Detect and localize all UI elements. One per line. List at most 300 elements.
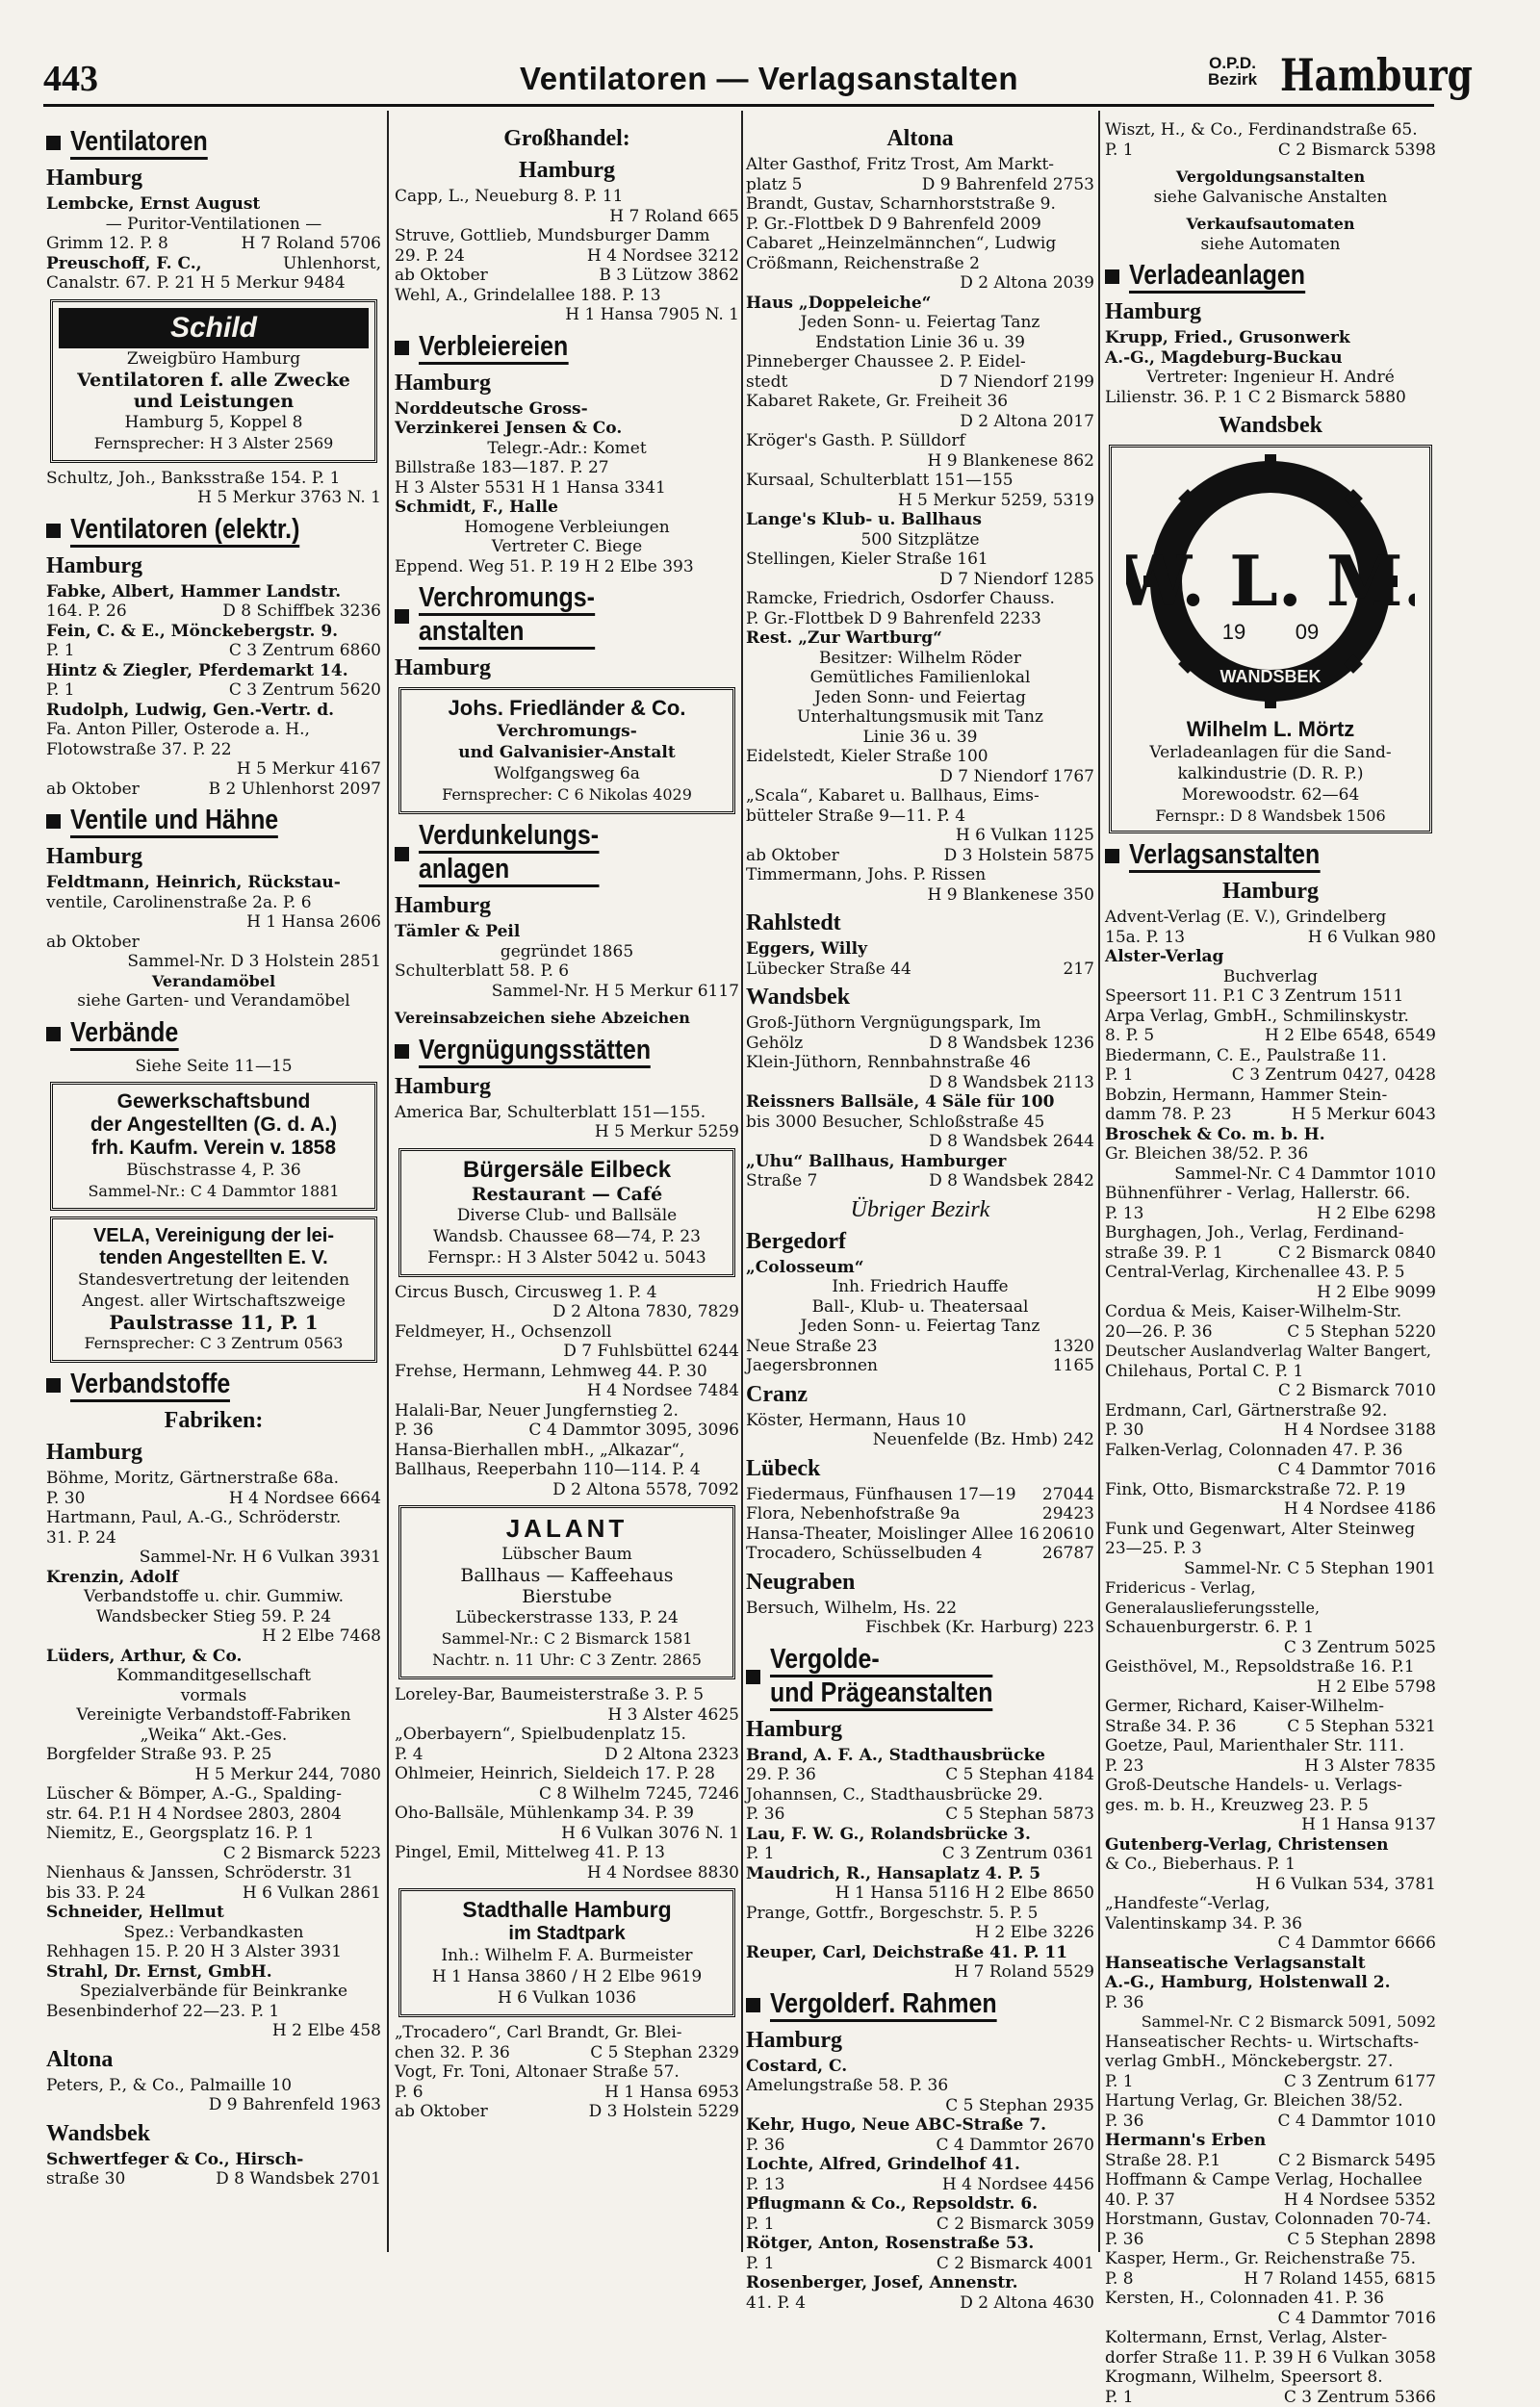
entry-row <box>746 1844 1094 1864</box>
entry-row <box>46 1883 381 1904</box>
entry-line: Kommanditgesellschaft <box>46 1666 381 1686</box>
entry-line: gegründet 1865 <box>395 942 739 962</box>
entry-phone: C 5 Stephan 2935 <box>746 2096 1094 2116</box>
entry-phone: H 9 Blankenese 350 <box>746 885 1094 906</box>
city-heading: Hamburg <box>46 166 381 192</box>
entry-row <box>395 1421 739 1441</box>
entry-name: Tämler & Peil <box>395 922 739 942</box>
entry-line: 23—25. P. 3 <box>1105 1539 1436 1559</box>
entry-line: vormals <box>46 1686 381 1706</box>
entry-line: Amelungstraße 58. P. 36 <box>746 2076 1094 2096</box>
entry-phone: C 2 Bismarck 4001 <box>937 2254 1094 2274</box>
entry-row <box>395 266 739 286</box>
section-heading <box>1105 839 1436 873</box>
ad-phone: Nachtr. n. 11 Uhr: C 3 Zentr. 2865 <box>407 1650 727 1671</box>
entry-phone: H 2 Elbe 6548, 6549 <box>1265 1026 1436 1046</box>
entry-phone: H 3 Alster 4625 <box>395 1705 739 1726</box>
entry-line: Canalstr. 67. P. 21 H 5 Merkur 9484 <box>46 273 381 294</box>
entry-line: Chilehaus, Portal C. P. 1 <box>1105 1362 1436 1382</box>
entry-line: Ballhaus, Reeperbahn 110—114. P. 4 <box>395 1460 739 1480</box>
entry-line: P. 30 <box>1105 1421 1143 1441</box>
ad-line: und Leistungen <box>59 391 369 412</box>
entry-name: Lau, F. W. G., Rolandsbrücke 3. <box>746 1825 1094 1845</box>
entry-line: verlag GmbH., Mönckebergstr. 27. <box>1105 2052 1436 2072</box>
bullet-square-icon <box>395 847 409 861</box>
entry-phone: D 8 Wandsbek 2842 <box>929 1171 1094 1191</box>
entry-name: Lüders, Arthur, & Co. <box>46 1647 381 1667</box>
entry-phone: D 8 Wandsbek 2113 <box>746 1073 1094 1093</box>
entry-line: Vertreter C. Biege <box>395 537 739 557</box>
entry-line: Loreley-Bar, Baumeisterstraße 3. P. 5 <box>395 1685 739 1705</box>
ad-line: frh. Kaufm. Verein v. 1858 <box>59 1137 369 1160</box>
section-title: Vergnügungsstätten <box>419 1035 651 1068</box>
entry-name: A.-G., Magdeburg-Buckau <box>1105 348 1436 369</box>
city-heading: Hamburg <box>1105 299 1436 325</box>
entry-line: „Scala“, Kabaret u. Ballhaus, Eims- <box>746 786 1094 807</box>
section-title: Verbandstoffe <box>70 1369 230 1402</box>
entry-phone: H 1 Hansa 5116 H 2 Elbe 8650 <box>746 1883 1094 1904</box>
entry-row <box>46 2169 381 2189</box>
entry-line: „Weika“ Akt.-Ges. <box>46 1726 381 1746</box>
ad-line: im Stadtpark <box>407 1923 727 1945</box>
entry-line: P. 36 <box>1105 1993 1436 2013</box>
bullet-square-icon <box>46 814 61 829</box>
entry-phone: H 5 Merkur 6043 <box>1292 1105 1436 1125</box>
entry-phone: D 8 Schiffbek 3236 <box>222 602 381 622</box>
entry-row <box>1105 2348 1436 2369</box>
entry-line: Falken-Verlag, Colonnaden 47. P. 36 <box>1105 1441 1436 1461</box>
entry-phone: C 4 Dammtor 7016 <box>1105 2309 1436 2329</box>
entry-phone: D 8 Wandsbek 1236 <box>929 1034 1094 1054</box>
entry-line: Vertreter: Ingenieur H. André <box>1105 368 1436 388</box>
entry-name: Krenzin, Adolf <box>46 1568 381 1588</box>
entry-line: Nienhaus & Janssen, Schröderstr. 31 <box>46 1863 381 1883</box>
bullet-square-icon <box>395 341 409 355</box>
entry-line: Bersuch, Wilhelm, Hs. 22 <box>746 1599 1094 1619</box>
city-heading: Hamburg <box>46 553 381 579</box>
entry-line: Klein-Jüthorn, Rennbahnstraße 46 <box>746 1053 1094 1073</box>
entry-phone: D 7 Niendorf 1285 <box>746 570 1094 590</box>
entry-line: 41. P. 4 <box>746 2293 806 2314</box>
entry-line: dorfer Straße 11. P. 39 <box>1105 2348 1294 2369</box>
entry-phone: C 2 Bismarck 7010 <box>1105 1381 1436 1401</box>
opd-line1: O.P.D. <box>1209 54 1256 72</box>
entry-name: Brand, A. F. A., Stadthausbrücke <box>746 1746 1094 1766</box>
entry-line: Jaegersbronnen <box>746 1356 878 1376</box>
page-number: 443 <box>43 58 98 100</box>
ad-line: Standesvertretung der leitenden <box>59 1269 369 1291</box>
entry-line: straße 39. P. 1 <box>1105 1243 1223 1264</box>
entry-line: Jeden Sonn- u. Feiertag Tanz <box>746 1317 1094 1337</box>
entry-line: Halali-Bar, Neuer Jungfernstieg 2. <box>395 1401 739 1421</box>
entry-row <box>746 1034 1094 1054</box>
entry-row <box>746 2254 1094 2274</box>
entry-line: Neue Straße 23 <box>746 1337 878 1357</box>
city-heading: Altona <box>746 126 1094 152</box>
entry-phone: C 2 Bismarck 5223 <box>46 1844 381 1864</box>
entry-line: Capp, L., Neueburg 8. P. 11 <box>395 187 739 207</box>
entry-line: Straße 7 <box>746 1171 817 1191</box>
entry-row <box>46 234 381 254</box>
entry-row <box>1105 1105 1436 1125</box>
entry-line: 31. P. 24 <box>46 1528 381 1549</box>
entry-line: Fiedermaus, Fünfhausen 17—19 <box>746 1485 1016 1505</box>
entry-row <box>1105 1204 1436 1224</box>
entry-phone: H 4 Nordsee 4456 <box>942 2175 1094 2195</box>
entry-row <box>1105 141 1436 161</box>
entry-line: — Puritor-Ventilationen — <box>46 215 381 235</box>
entry-line: P. 36 <box>746 1805 784 1825</box>
column-4 <box>1105 120 1436 2407</box>
entry-name: Broschek & Co. m. b. H. <box>1105 1125 1436 1145</box>
entry-phone: 27044 <box>1042 1485 1094 1505</box>
logo-ring-text: WANDSBEK <box>1219 667 1321 686</box>
entry-name: Feldtmann, Heinrich, Rückstau- <box>46 873 381 893</box>
column-3 <box>746 120 1094 2313</box>
entry-line: damm 78. P. 23 <box>1105 1105 1232 1125</box>
entry-line: P. 1 <box>746 2215 775 2235</box>
entry-phone: 1165 <box>1053 1356 1094 1376</box>
entry-line: Unterhaltungsmusik mit Tanz <box>746 707 1094 728</box>
entry-phone: D 8 Wandsbek 2644 <box>746 1132 1094 1152</box>
header-city: Hamburg <box>1280 49 1473 101</box>
ad-phone: Fernsprecher: C 6 Nikolas 4029 <box>407 784 727 806</box>
entry-line: Telegr.-Adr.: Komet <box>395 439 739 459</box>
entry-line: Flora, Nebenhofstraße 9a <box>746 1504 960 1524</box>
entry-line: Prange, Gottfr., Borgeschstr. 5. P. 5 <box>746 1904 1094 1924</box>
entry-phone: H 1 Hansa 7905 N. 1 <box>395 305 739 325</box>
logo-year-part: 19 <box>1222 620 1245 644</box>
entry-name: Schneider, Hellmut <box>46 1903 381 1923</box>
ad-line: Paulstrasse 11, P. 1 <box>59 1312 369 1333</box>
entry-name: Costard, C. <box>746 2057 1094 2077</box>
entry-row <box>746 1356 1094 1376</box>
entry-phone: Sammel-Nr. C 4 Dammtor 1010 <box>1105 1165 1436 1185</box>
section-heading <box>746 1644 1094 1711</box>
section-heading <box>395 582 739 650</box>
entry-line: Funk und Gegenwart, Alter Steinweg <box>1105 1520 1436 1540</box>
bullet-square-icon <box>1105 269 1119 284</box>
city-heading: Rahlstedt <box>746 910 1094 936</box>
page-header <box>43 53 1434 111</box>
section-title: Verladeanlagen <box>1129 260 1305 294</box>
entry-row <box>1105 2112 1436 2132</box>
ad-line: Ventilatoren f. alle Zwecke <box>59 370 369 391</box>
entry-phone: H 6 Vulkan 3058 <box>1297 2348 1436 2369</box>
entry-line: P. 4 <box>395 1745 424 1765</box>
entry-line: Cabaret „Heinzelmännchen“, Ludwig <box>746 234 1094 254</box>
entry-phone: H 6 Vulkan 534, 3781 <box>1105 1875 1436 1895</box>
entry-line: Valentinskamp 34. P. 36 <box>1105 1914 1436 1934</box>
entry-line: P. 13 <box>1105 1204 1143 1224</box>
entry-phone: D 2 Altona 2323 <box>604 1745 739 1765</box>
entry-name: Hanseatische Verlagsanstalt <box>1105 1954 1436 1974</box>
entry-phone: D 2 Altona 4630 <box>960 2293 1094 2314</box>
entry-name: Norddeutsche Gross- <box>395 399 739 420</box>
entry-line: ab Oktober <box>395 266 488 286</box>
entry-phone: D 7 Niendorf 2199 <box>939 372 1094 393</box>
entry-row <box>1105 1026 1436 1046</box>
entry-line: Ohlmeier, Heinrich, Sieldeich 17. P. 28 <box>395 1764 739 1784</box>
city-heading: Hamburg <box>395 371 739 397</box>
entry-line: Central-Verlag, Kirchenallee 43. P. 5 <box>1105 1263 1436 1283</box>
entry-line: Gr. Bleichen 38/52. P. 36 <box>1105 1144 1436 1165</box>
entry-line: Wehl, A., Grindelallee 188. P. 13 <box>395 286 739 306</box>
entry-row <box>1105 1717 1436 1737</box>
entry-line: Geisthövel, M., Repsoldstraße 16. P.1 <box>1105 1657 1436 1677</box>
column-divider-2 <box>741 111 743 2252</box>
entry-line: Kasper, Herm., Gr. Reichenstraße 75. <box>1105 2249 1436 2269</box>
entry-line: Ramcke, Friedrich, Osdorfer Chauss. <box>746 589 1094 609</box>
entry-line: Linie 36 u. 39 <box>746 728 1094 748</box>
advertisement-stadthalle <box>398 1888 735 2017</box>
entry-line: P. Gr.-Flottbek D 9 Bahrenfeld 2009 <box>746 215 1094 235</box>
entry-line: Feldmeyer, H., Ochsenzoll <box>395 1322 739 1343</box>
logo-monogram: W. L. M. <box>1126 540 1415 622</box>
entry-line: P. 13 <box>746 2175 784 2195</box>
entry-line: Advent-Verlag (E. V.), Grindelberg <box>1105 908 1436 928</box>
bullet-square-icon <box>395 609 409 624</box>
subsection-heading: Fabriken: <box>46 1408 381 1434</box>
entry-row <box>1105 1421 1436 1441</box>
section-title: Verbleiereien <box>419 331 568 365</box>
entry-line: Kabaret Rakete, Gr. Freiheit 36 <box>746 392 1094 412</box>
entry-phone: B 2 Uhlenhorst 2097 <box>209 780 381 800</box>
entry-phone: C 5 Stephan 5220 <box>1287 1322 1436 1343</box>
entry-phone: 29423 <box>1042 1504 1094 1524</box>
ad-line: Johs. Friedländer & Co. <box>407 696 727 721</box>
entry-row <box>1105 2190 1436 2211</box>
entry-line: platz 5 <box>746 175 802 195</box>
ad-line: Gewerkschaftsbund <box>59 1090 369 1114</box>
entry-row <box>1105 1756 1436 1777</box>
advertisement-friedlaender <box>398 687 735 814</box>
entry-line: Cordua & Meis, Kaiser-Wilhelm-Str. <box>1105 1302 1436 1322</box>
entry-line: bis 3000 Besucher, Schloßstraße 45 <box>746 1113 1094 1133</box>
entry-row <box>746 1765 1094 1785</box>
entry-row <box>746 2136 1094 2156</box>
entry-line: Verbandstoffe u. chir. Gummiw. <box>46 1587 381 1607</box>
entry-phone: H 3 Alster 5531 H 1 Hansa 3341 <box>395 478 739 499</box>
entry-row <box>746 1805 1094 1825</box>
entry-line: Besenbinderhof 22—23. P. 1 <box>46 2002 381 2022</box>
entry-line: 164. P. 26 <box>46 602 127 622</box>
entry-line: Frehse, Hermann, Lehmweg 44. P. 30 <box>395 1362 739 1382</box>
section-title: Verlagsanstalten <box>1129 839 1320 873</box>
entry-line: Lüscher & Bömper, A.-G., Spalding- <box>46 1784 381 1805</box>
entry-phone: Sammel-Nr. H 6 Vulkan 3931 <box>46 1548 381 1568</box>
entry-line: P. 1 <box>46 680 75 701</box>
entry-row <box>395 2083 739 2103</box>
entry-line: 20—26. P. 36 <box>1105 1322 1213 1343</box>
entry-phone: H 2 Elbe 9099 <box>1105 1283 1436 1303</box>
entry-line: Uhlenhorst, <box>283 254 381 274</box>
entry-row <box>746 2175 1094 2195</box>
entry-line: P. 30 <box>46 1489 85 1509</box>
entry-phone: C 2 Bismarck 5398 <box>1278 141 1436 161</box>
entry-row <box>395 1745 739 1765</box>
entry-line: 40. P. 37 <box>1105 2190 1175 2211</box>
advertisement-buergersaele <box>398 1148 735 1277</box>
ad-line: Verchromungs- <box>407 721 727 742</box>
entry-phone: H 5 Merkur 5259 <box>395 1122 739 1142</box>
section-heading <box>395 331 739 365</box>
ad-line: Wilhelm L. Mörtz <box>1116 717 1425 742</box>
entry-name: Eggers, Willy <box>746 939 1094 960</box>
city-heading: Hamburg <box>395 1074 739 1100</box>
entry-name: A.-G., Hamburg, Holstenwall 2. <box>1105 1973 1436 1993</box>
section-heading <box>46 1017 381 1051</box>
section-heading <box>46 514 381 548</box>
entry-line: Goetze, Paul, Marienthaler Str. 111. <box>1105 1736 1436 1756</box>
entry-row <box>395 246 739 267</box>
entry-line: Kersten, H., Colonnaden 41. P. 36 <box>1105 2289 1436 2309</box>
entry-name: Lange's Klub- u. Ballhaus <box>746 510 1094 530</box>
entry-name: Reuper, Carl, Deichstraße 41. P. 11 <box>746 1943 1094 1963</box>
entry-phone: H 1 Hansa 6953 <box>604 2083 739 2103</box>
ad-line: Inh.: Wilhelm F. A. Burmeister <box>407 1945 727 1966</box>
entry-line: Grimm 12. P. 8 <box>46 234 168 254</box>
entry-line: Inh. Friedrich Hauffe <box>746 1277 1094 1297</box>
entry-phone: H 1 Hansa 2606 <box>46 912 381 933</box>
entry-line: Endstation Linie 36 u. 39 <box>746 333 1094 353</box>
ad-line: tenden Angestellten E. V. <box>59 1247 369 1269</box>
entry-line: bütteler Straße 9—11. P. 4 <box>746 807 1094 827</box>
column-divider-3 <box>1098 111 1100 2252</box>
entry-line: P. 1 <box>1105 141 1134 161</box>
entry-name: Verzinkerei Jensen & Co. <box>395 419 739 439</box>
entry-line: P. 23 <box>1105 1756 1143 1777</box>
entry-line: Böhme, Moritz, Gärtnerstraße 68a. <box>46 1469 381 1489</box>
entry-row <box>1105 2151 1436 2171</box>
entry-row <box>46 641 381 661</box>
column-2 <box>395 120 739 2122</box>
entry-line: chen 32. P. 36 <box>395 2043 510 2063</box>
entry-line: Ball-, Klub- u. Theatersaal <box>746 1297 1094 1318</box>
entry-line: Schulterblatt 58. P. 6 <box>395 961 739 982</box>
entry-phone: D 7 Fuhlsbüttel 6244 <box>395 1342 739 1362</box>
entry-line: Hanseatischer Rechts- u. Wirtschafts- <box>1105 2033 1436 2053</box>
subsection-heading: Übriger Bezirk <box>746 1197 1094 1223</box>
entry-line: ab Oktober <box>46 780 140 800</box>
entry-phone: D 9 Bahrenfeld 2753 <box>922 175 1094 195</box>
entry-line: Wandsbecker Stieg 59. P. 24 <box>46 1607 381 1627</box>
entry-phone: C 5 Stephan 5321 <box>1287 1717 1436 1737</box>
entry-phone: H 2 Elbe 6298 <box>1317 1204 1436 1224</box>
entry-line: 29. P. 24 <box>395 246 465 267</box>
entry-phone: D 7 Niendorf 1767 <box>746 767 1094 787</box>
entry-line: 500 Sitzplätze <box>746 530 1094 551</box>
entry-line: Straße 34. P. 36 <box>1105 1717 1236 1737</box>
logo-year-part: 09 <box>1296 620 1319 644</box>
city-heading: Altona <box>46 2047 381 2073</box>
entry-row <box>46 780 381 800</box>
entry-line: Köster, Hermann, Haus 10 <box>746 1411 1094 1431</box>
section-title: Vergolderf. Rahmen <box>770 1988 997 2022</box>
subsection-heading: Großhandel: <box>395 126 739 152</box>
bullet-square-icon <box>1105 849 1119 863</box>
header-rule <box>43 104 1434 107</box>
entry-line: straße 30 <box>46 2169 125 2189</box>
entry-name: Haus „Doppeleiche“ <box>746 294 1094 314</box>
bullet-square-icon <box>46 136 61 150</box>
entry-name: Rötger, Anton, Rosenstraße 53. <box>746 2234 1094 2254</box>
section-title: Ventilatoren <box>70 126 208 160</box>
entry-phone: C 5 Stephan 4184 <box>945 1765 1094 1785</box>
entry-row <box>746 960 1094 980</box>
entry-line: Fink, Otto, Bismarckstraße 72. P. 19 <box>1105 1480 1436 1500</box>
cross-reference-text: siehe Automaten <box>1105 235 1436 255</box>
cross-reference: Verkaufsautomaten <box>1105 215 1436 235</box>
entry-name: Maudrich, R., Hansaplatz 4. P. 5 <box>746 1864 1094 1884</box>
entry-line: ab Oktober <box>395 2102 488 2122</box>
ad-phone: Fernsprecher: C 3 Zentrum 0563 <box>59 1333 369 1354</box>
entry-line: Buchverlag <box>1105 967 1436 987</box>
section-title: und Prägeanstalten <box>770 1677 992 1711</box>
section-title: anstalten <box>419 616 595 650</box>
entry-line: Speersort 11. P.1 C 3 Zentrum 1511 <box>1105 986 1436 1007</box>
entry-phone: C 4 Dammtor 7016 <box>1105 1460 1436 1480</box>
entry-line: P. 36 <box>746 2136 784 2156</box>
ad-line: VELA, Vereinigung der lei- <box>59 1225 369 1247</box>
entry-phone: H 2 Elbe 5798 <box>1105 1677 1436 1698</box>
city-heading: Hamburg <box>395 893 739 919</box>
entry-phone: 26787 <box>1042 1544 1094 1564</box>
entry-name: „Colosseum“ <box>746 1258 1094 1278</box>
entry-phone: H 4 Nordsee 5352 <box>1284 2190 1436 2211</box>
entry-phone: C 4 Dammtor 6666 <box>1105 1933 1436 1954</box>
advertisement-jalant <box>398 1505 735 1679</box>
ad-phone: H 6 Vulkan 1036 <box>407 1987 727 2009</box>
opd-line2: Bezirk <box>1208 70 1257 89</box>
entry-row <box>746 2293 1094 2314</box>
ad-phone: Sammel-Nr.: C 2 Bismarck 1581 <box>407 1628 727 1650</box>
entry-row <box>46 680 381 701</box>
entry-line: 29. P. 36 <box>746 1765 816 1785</box>
entry-line: Crößmann, Reichenstraße 2 <box>746 254 1094 274</box>
entry-line: Timmermann, Johs. P. Rissen <box>746 865 1094 885</box>
entry-phone: C 2 Bismarck 0840 <box>1278 1243 1436 1264</box>
page-title: Ventilatoren — Verlagsanstalten <box>520 61 1018 97</box>
entry-phone: C 3 Zentrum 5366 <box>1284 2388 1436 2407</box>
entry-phone: H 7 Roland 665 <box>395 207 739 227</box>
section-heading <box>46 805 381 838</box>
entry-phone: Sammel-Nr. C 2 Bismarck 5091, 5092 <box>1105 2012 1436 2033</box>
entry-line: „Trocadero“, Carl Brandt, Gr. Blei- <box>395 2023 739 2043</box>
ad-line: der Angestellten (G. d. A.) <box>59 1114 369 1137</box>
entry-line: Schauenburgerstr. 6. P. 1 <box>1105 1618 1436 1638</box>
entry-phone: H 5 Merkur 5259, 5319 <box>746 491 1094 511</box>
entry-row <box>46 254 381 274</box>
entry-phone: H 2 Elbe 7468 <box>46 1626 381 1647</box>
entry-line: „Oberbayern“, Spielbudenplatz 15. <box>395 1725 739 1745</box>
entry-phone: H 5 Merkur 244, 7080 <box>46 1765 381 1785</box>
ad-line: Bürgersäle Eilbeck <box>407 1157 727 1184</box>
entry-name: Schwertfeger & Co., Hirsch- <box>46 2150 381 2170</box>
entry-line: P. 1 <box>1105 2388 1134 2407</box>
entry-phone: D 2 Altona 7830, 7829 <box>395 1302 739 1322</box>
entry-line: Peters, P., & Co., Palmaille 10 <box>46 2076 381 2096</box>
entry-row <box>746 175 1094 195</box>
ad-line: Verladeanlagen für die Sand- <box>1116 742 1425 763</box>
entry-phone: H 4 Nordsee 3188 <box>1284 1421 1436 1441</box>
entry-row <box>1105 1065 1436 1086</box>
entry-phone: H 6 Vulkan 3076 N. 1 <box>395 1824 739 1844</box>
entry-line: Jeden Sonn- und Feiertag <box>746 688 1094 708</box>
section-heading <box>46 126 381 160</box>
entry-line: Lübecker Straße 44 <box>746 960 911 980</box>
entry-row <box>1105 2072 1436 2092</box>
